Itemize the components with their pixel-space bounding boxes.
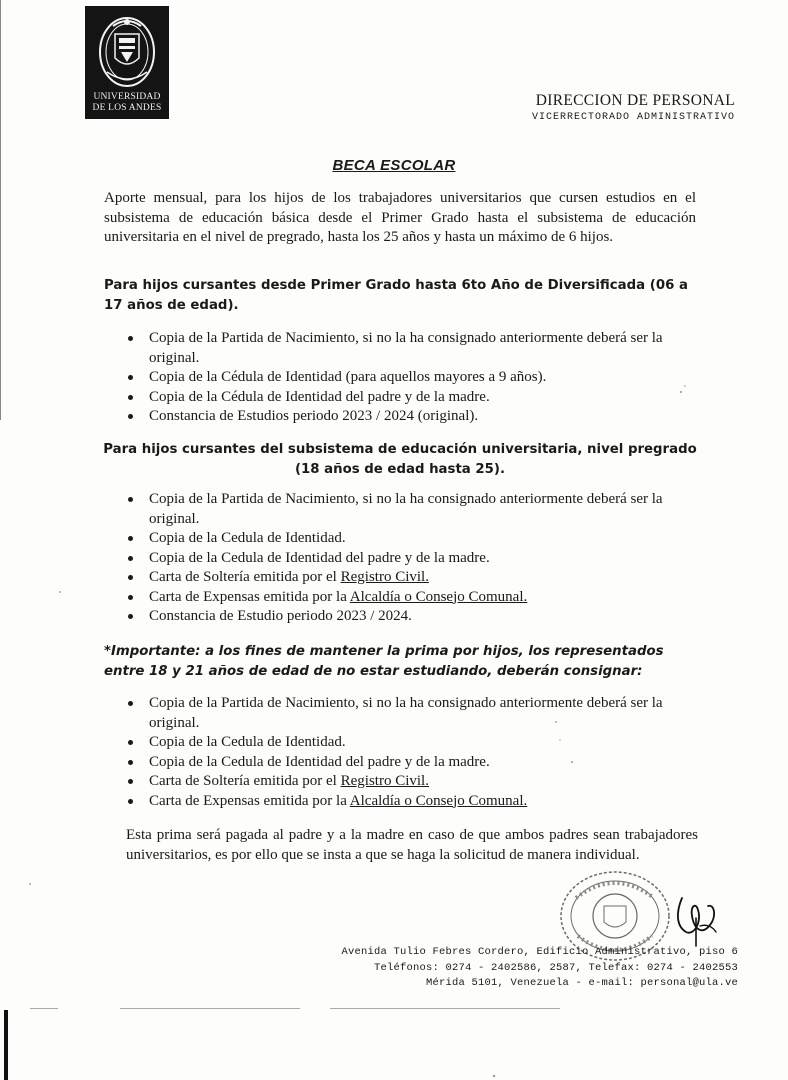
section2-list xyxy=(127,490,697,627)
intro-paragraph: Aporte mensual, para los hijos de los trabajadores universitarios que cursen estudios en el subsistema de educación básica desde el Primer Grado hasta el subsistema de educación universitaria en el nivel de pregrado, hasta los 25 años y hasta un máximo de 6 hijos. xyxy=(104,190,696,245)
list-item: Constancia de Estudio periodo 2023 / 2024. xyxy=(127,607,697,627)
alcaldia-link: Alcaldía o Consejo Comunal. xyxy=(349,792,528,809)
section2-heading-line: (18 años de edad hasta 25). xyxy=(294,462,506,477)
scan-dash xyxy=(330,1008,560,1009)
list-item xyxy=(127,792,697,812)
logo-text: UNIVERSIDAD xyxy=(93,92,161,102)
scan-edge-mark xyxy=(4,1010,8,1080)
footer-address xyxy=(341,945,738,992)
list-item-text: Carta de Expensas emitida por la xyxy=(149,588,350,605)
list-item: Copia de la Cedula de Identidad del padre y de la madre. xyxy=(127,549,697,569)
list-item: Copia de la Cédula de Identidad del padre y de la madre. xyxy=(127,388,697,408)
list-item: Copia de la Cédula de Identidad (para aquellos mayores a 9 años). xyxy=(127,368,697,388)
list-item-text: Carta de Soltería emitida por el xyxy=(149,569,341,585)
list-item: Copia de la Cedula de Identidad del padre y de la madre. xyxy=(127,753,697,773)
list-item: Copia de la Cedula de Identidad. xyxy=(127,529,697,549)
scan-dash xyxy=(30,1008,58,1009)
university-logo xyxy=(85,6,169,119)
registro-civil-link: Registro Civil. xyxy=(340,773,429,789)
list-item-text: Carta de Expensas emitida por la xyxy=(149,792,350,809)
section2-heading xyxy=(100,440,700,480)
document-title: BECA ESCOLAR xyxy=(332,157,456,174)
section3-list xyxy=(127,694,697,811)
list-item: Copia de la Partida de Nacimiento, si no la ha consignado anteriormente deberá ser la original. xyxy=(127,694,697,733)
subdepartment-name: VICERRECTORADO ADMINISTRATIVO xyxy=(531,112,735,123)
registro-civil-link: Registro Civil. xyxy=(340,569,429,585)
section1-heading: Para hijos cursantes desde Primer Grado hasta 6to Año de Diversificada (06 a 17 años de edad). xyxy=(104,278,688,313)
section3-heading: *Importante: a los fines de mantener la prima por hijos, los representados entre 18 y 21 años de edad de no estar estudiando, deberán consignar: xyxy=(104,644,664,679)
footer-line: Avenida Tulio Febres Cordero, Edificio Administrativo, piso 6 xyxy=(341,946,738,958)
section1-list xyxy=(127,329,697,427)
signature-icon xyxy=(672,892,722,948)
list-item-text: Carta de Soltería emitida por el xyxy=(149,773,341,789)
footer-line: Mérida 5101, Venezuela - e-mail: personal@ula.ve xyxy=(425,977,738,989)
list-item: Constancia de Estudios periodo 2023 / 2024 (original). xyxy=(127,407,697,427)
list-item xyxy=(127,772,697,792)
list-item xyxy=(127,588,697,608)
closing-paragraph: Esta prima será pagada al padre y a la madre en caso de que ambos padres sean trabajadores universitarios, es por ello que se insta a que se haga la solicitud de manera individual. xyxy=(126,827,698,863)
university-seal-icon xyxy=(95,12,159,90)
department-header xyxy=(532,92,735,123)
footer-line: Teléfonos: 0274 - 2402586, 2587, Telefax: 0274 - 2402553 xyxy=(373,961,738,974)
scan-dash xyxy=(120,1008,300,1009)
section2-heading-line: Para hijos cursantes del subsistema de educación universitaria, nivel pregrado xyxy=(103,442,697,457)
list-item: Copia de la Partida de Nacimiento, si no la ha consignado anteriormente deberá ser la original. xyxy=(127,490,697,529)
list-item xyxy=(127,568,697,588)
list-item: Copia de la Cedula de Identidad. xyxy=(127,733,697,753)
alcaldia-link: Alcaldía o Consejo Comunal. xyxy=(349,588,528,605)
list-item: Copia de la Partida de Nacimiento, si no la ha consignado anteriormente deberá ser la original. xyxy=(127,329,697,368)
scan-edge-line xyxy=(0,0,1,420)
logo-text: DE LOS ANDES xyxy=(92,103,162,113)
department-name: DIRECCION DE PERSONAL xyxy=(535,92,735,109)
